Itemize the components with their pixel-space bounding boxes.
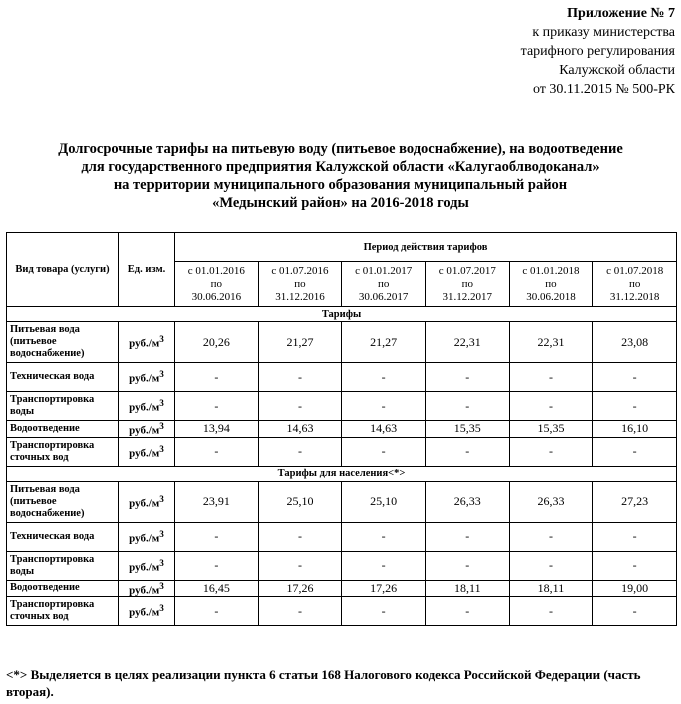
section-title: Тарифы [7,307,677,322]
appendix-title: Приложение № 7 [567,6,675,21]
tariff-value: 17,26 [342,580,426,597]
tariff-value: 16,10 [593,421,677,438]
tariff-value: - [593,551,677,580]
tariff-value: - [425,597,509,626]
tariff-value: - [509,392,593,421]
heading-line: Долгосрочные тарифы на питьевую воду (питьевое водоснабжение), на водоотведение [58,141,623,157]
tariff-value: - [425,551,509,580]
footnote: <*> Выделяется в целях реализации пункта 6 статьи 168 Налогового кодекса Российской Федерации (часть вторая). [6,667,641,699]
tariff-value: - [509,551,593,580]
unit-text: руб./м [129,561,160,574]
unit-superscript: 3 [159,528,164,539]
column-header-name: Вид товара (услуги) [7,233,119,307]
tariff-value: - [342,437,426,466]
tariff-value: - [175,597,259,626]
tariff-value: 21,27 [258,322,342,363]
tariff-value: - [258,392,342,421]
tariff-value: - [258,437,342,466]
tariff-value: - [593,437,677,466]
unit-superscript: 3 [159,557,164,568]
period-mid: по [294,277,306,290]
tariff-value: 26,33 [425,481,509,522]
column-header-period: Период действия тарифов [175,233,677,262]
tariff-value: 15,35 [425,421,509,438]
service-name: Техническая вода [7,522,119,551]
unit-cell [119,522,175,551]
section-row [7,307,677,322]
table-row [7,392,677,421]
tariff-value: - [593,363,677,392]
tariff-value: - [509,522,593,551]
table-body [7,307,677,626]
unit-text: руб./м [129,447,160,460]
tariff-value: 25,10 [258,481,342,522]
tariff-value: - [175,392,259,421]
tariff-value: 14,63 [258,421,342,438]
tariff-value: 27,23 [593,481,677,522]
tariff-value: - [509,363,593,392]
document-heading [0,140,681,212]
period-from: с 01.07.2016 [271,264,329,277]
tariff-value: 23,91 [175,481,259,522]
period-header-cell [342,262,426,307]
table-row [7,437,677,466]
period-to: 30.06.2018 [526,290,576,303]
table-row [7,580,677,597]
tariff-value: - [342,551,426,580]
tariff-value: - [593,522,677,551]
tariff-value: - [509,437,593,466]
tariff-value: - [509,597,593,626]
period-to: 30.06.2017 [358,290,409,303]
tariff-value: 17,26 [258,580,342,597]
tariff-value: - [425,392,509,421]
unit-cell [119,551,175,580]
unit-cell [119,322,175,363]
tariff-value: 16,45 [175,580,259,597]
unit-cell [119,597,175,626]
period-header-cell [425,262,509,307]
tariff-value: - [175,551,259,580]
period-from: с 01.01.2017 [355,264,413,277]
unit-superscript: 3 [159,493,164,504]
appendix-line: Калужской области [559,63,675,78]
service-name: Транспортировка сточных вод [7,437,119,466]
unit-superscript: 3 [159,421,164,431]
period-header-cell [509,262,593,307]
period-to: 30.06.2016 [191,290,242,303]
tariff-value: - [258,551,342,580]
tariff-value: - [258,363,342,392]
period-mid: по [461,277,473,290]
tariff-value: - [342,363,426,392]
tariff-value: - [175,363,259,392]
tariff-value: 26,33 [509,481,593,522]
unit-text: руб./м [129,532,160,545]
unit-cell [119,421,175,438]
heading-line: на территории муниципального образования муниципальный район [113,177,568,193]
period-mid: по [210,277,223,290]
unit-text: руб./м [129,607,160,620]
unit-text: руб./м [129,497,160,510]
tariff-value: - [175,437,259,466]
period-mid: по [545,277,557,290]
service-name: Питьевая вода (питьевое водоснабжение) [7,481,119,522]
table-row [7,363,677,392]
service-name: Транспортировка воды [7,551,119,580]
period-from: с 01.07.2018 [606,264,664,277]
service-name: Водоотведение [7,421,119,438]
tariff-value: - [593,392,677,421]
period-from: с 01.01.2016 [187,264,245,277]
unit-superscript: 3 [159,369,164,380]
unit-cell [119,363,175,392]
tariff-value: - [258,522,342,551]
unit-text: руб./м [129,401,160,414]
table-row [7,522,677,551]
period-to: 31.12.2018 [609,290,660,303]
unit-cell [119,437,175,466]
unit-cell [119,481,175,522]
service-name: Питьевая вода (питьевое водоснабжение) [7,322,119,363]
unit-superscript: 3 [159,603,164,614]
tariff-value: 13,94 [175,421,259,438]
tariff-value: - [342,522,426,551]
tariff-value: - [425,437,509,466]
service-name: Техническая вода [7,363,119,392]
section-row [7,466,677,481]
tariff-value: 15,35 [509,421,593,438]
column-header-unit: Ед. изм. [119,233,175,307]
tariff-value: - [425,363,509,392]
unit-superscript: 3 [159,398,164,409]
tariff-value: 14,63 [342,421,426,438]
appendix-line: тарифного регулирования [520,44,675,59]
tariff-value: 18,11 [425,580,509,597]
period-to: 31.12.2016 [275,290,325,303]
period-header-cell [258,262,342,307]
period-from: с 01.07.2017 [438,264,496,277]
unit-text: руб./м [129,424,160,437]
tariff-value: 21,27 [342,322,426,363]
tariff-value: 25,10 [342,481,426,522]
table-row [7,421,677,438]
appendix-line: от 30.11.2015 № 500-РК [532,82,675,97]
unit-cell [119,580,175,597]
appendix-block [521,4,675,99]
unit-text: руб./м [129,372,160,385]
table-row [7,551,677,580]
tariff-value: - [175,522,259,551]
tariff-value: 20,26 [175,322,259,363]
tariff-value: 18,11 [509,580,593,597]
service-name: Транспортировка сточных вод [7,597,119,626]
unit-cell [119,392,175,421]
service-name: Водоотведение [7,580,119,597]
tariff-value: 22,31 [509,322,593,363]
unit-text: руб./м [129,584,160,597]
unit-superscript: 3 [159,580,164,591]
section-title: Тарифы для населения<*> [7,466,677,481]
period-header-cell [593,262,677,307]
tariff-table [6,232,677,626]
heading-line: для государственного предприятия Калужской области «Калугаоблводоканал» [81,159,600,175]
period-mid: по [377,277,390,290]
tariff-value: - [342,392,426,421]
unit-superscript: 3 [159,443,164,454]
tariff-value: 22,31 [425,322,509,363]
period-from: с 01.01.2018 [522,264,580,277]
appendix-line: к приказу министерства [532,25,675,40]
unit-superscript: 3 [159,334,164,345]
period-to: 31.12.2017 [442,290,493,303]
table-row [7,597,677,626]
tariff-value: - [425,522,509,551]
heading-line: «Медынский район» на 2016-2018 годы [212,195,469,211]
table-row [7,322,677,363]
period-header-cell [175,262,259,307]
tariff-value: - [258,597,342,626]
unit-text: руб./м [129,337,160,350]
table-row [7,481,677,522]
period-mid: по [628,277,641,290]
tariff-value: 23,08 [593,322,677,363]
tariff-value: 19,00 [593,580,677,597]
tariff-value: - [593,597,677,626]
tariff-value: - [342,597,426,626]
service-name: Транспортировка воды [7,392,119,421]
